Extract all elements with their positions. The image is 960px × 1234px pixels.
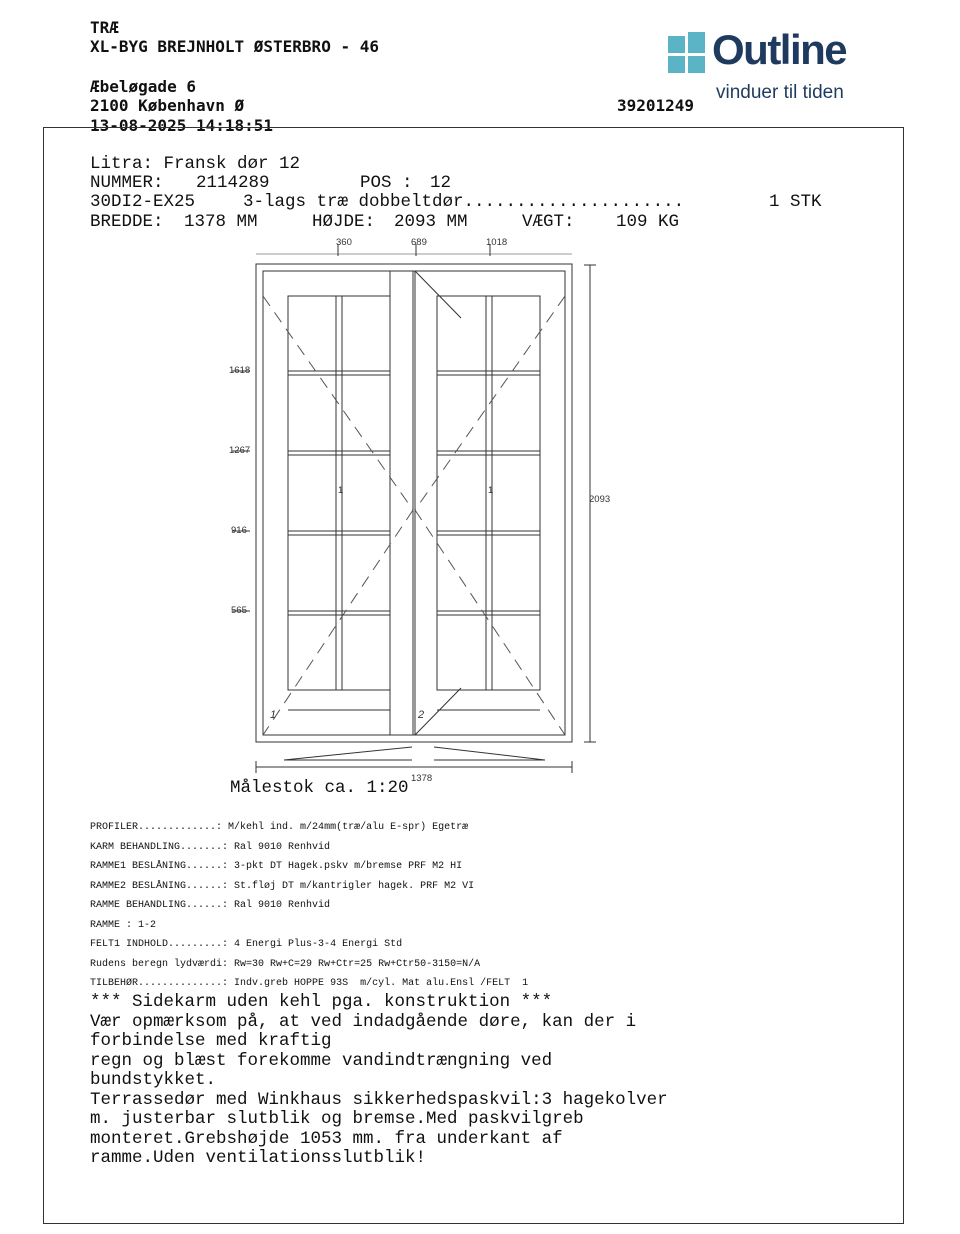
note-line: ramme.Uden ventilationsslutblik! <box>90 1148 427 1168</box>
spec-row: TILBEHØR..............: Indv.greb HOPPE 93S m/cyl. Mat alu.Ensl /FELT 1 <box>90 978 529 989</box>
width-dim: 1378 <box>411 773 433 784</box>
height-dim: 2093 <box>589 494 611 505</box>
pos-label: POS : <box>360 173 413 193</box>
litra-line: Litra: Fransk dør 12 <box>90 154 301 174</box>
note-line: monteret.Grebshøjde 1053 mm. fra underkant af <box>90 1129 563 1149</box>
spec-row: RAMME : 1-2 <box>90 919 157 931</box>
left-dim-4: 565 <box>231 605 247 616</box>
spec-row: KARM BEHANDLING.......: Ral 9010 Renhvid <box>90 841 331 853</box>
left-dim-1: 1618 <box>229 365 251 376</box>
vaegt-label: VÆGT: <box>522 212 575 232</box>
note-line: Terrassedør med Winkhaus sikkerhedspaskvil:3 hagekolver <box>90 1090 668 1110</box>
logo-tagline: vinduer til tiden <box>716 82 844 103</box>
city-address: 2100 København Ø <box>90 96 245 115</box>
spec-row: RAMME BEHANDLING......: Ral 9010 Renhvid <box>90 900 331 911</box>
drawing-scale: Målestok ca. 1:20 <box>230 778 409 798</box>
note-line: Vær opmærksom på, at ved indadgående døre, kan der i <box>90 1012 637 1032</box>
spec-row: PROFILER.............: M/kehl ind. m/24mm(træ/alu E-spr) Egetræ <box>90 822 469 833</box>
hojde-value: 2093 MM <box>394 212 468 232</box>
spec-list <box>90 822 529 1002</box>
spec-row: Rudens beregn lydværdi: Rw=30 Rw+C=29 Rw+Ctr=25 Rw+Ctr50-3150=N/A <box>90 958 481 970</box>
quantity: 1 STK <box>769 192 822 212</box>
logo-wordmark: Outline <box>712 26 847 73</box>
nummer-value: 2114289 <box>196 173 270 193</box>
spec-row: RAMME1 BESLÅNING......: 3-pkt DT Hagek.pskv m/bremse PRF M2 HI <box>90 861 463 872</box>
street-address: Æbeløgade 6 <box>90 77 196 96</box>
note-line: forbindelse med kraftig <box>90 1031 332 1051</box>
spec-row: FELT1 INDHOLD.........: 4 Energi Plus-3-4 Energi Std <box>90 939 403 950</box>
bredde-value: 1378 MM <box>184 212 258 232</box>
print-datetime: 13-08-2025 14:18:51 <box>90 116 274 135</box>
pos-value: 12 <box>430 173 452 193</box>
panel-mark-left: 1 <box>338 485 344 496</box>
bredde-label: BREDDE: <box>90 212 164 232</box>
product-description: 3-lags træ dobbeltdør..................... <box>243 192 685 212</box>
spec-row: RAMME2 BESLÅNING......: St.fløj DT m/kantrigler hagek. PRF M2 VI <box>90 880 475 892</box>
order-number: 39201249 <box>617 96 695 115</box>
project-name: XL-BYG BREJNHOLT ØSTERBRO - 46 <box>90 37 379 56</box>
vaegt-value: 109 KG <box>616 212 680 232</box>
note-line: m. justerbar slutblik og bremse.Med paskvilgreb <box>90 1109 584 1129</box>
note-line: bundstykket. <box>90 1070 217 1090</box>
material-label: TRÆ <box>90 18 119 37</box>
nummer-label: NUMMER: <box>90 173 164 193</box>
top-dim-1: 360 <box>336 237 352 248</box>
product-code: 30DI2-EX25 <box>90 192 196 212</box>
note-line: regn og blæst forekomme vandindtrængning ved <box>90 1051 553 1071</box>
panel-mark-right: 1 <box>488 485 494 496</box>
top-dim-2: 689 <box>411 237 427 248</box>
left-dim-3: 916 <box>231 525 247 536</box>
sash-label-2: 2 <box>418 709 425 721</box>
left-dim-2: 1267 <box>229 445 251 456</box>
hojde-label: HØJDE: <box>312 212 376 232</box>
top-dim-3: 1018 <box>486 237 508 248</box>
sash-label-1: 1 <box>270 709 277 721</box>
note-line: *** Sidekarm uden kehl pga. konstruktion *** <box>90 992 553 1012</box>
